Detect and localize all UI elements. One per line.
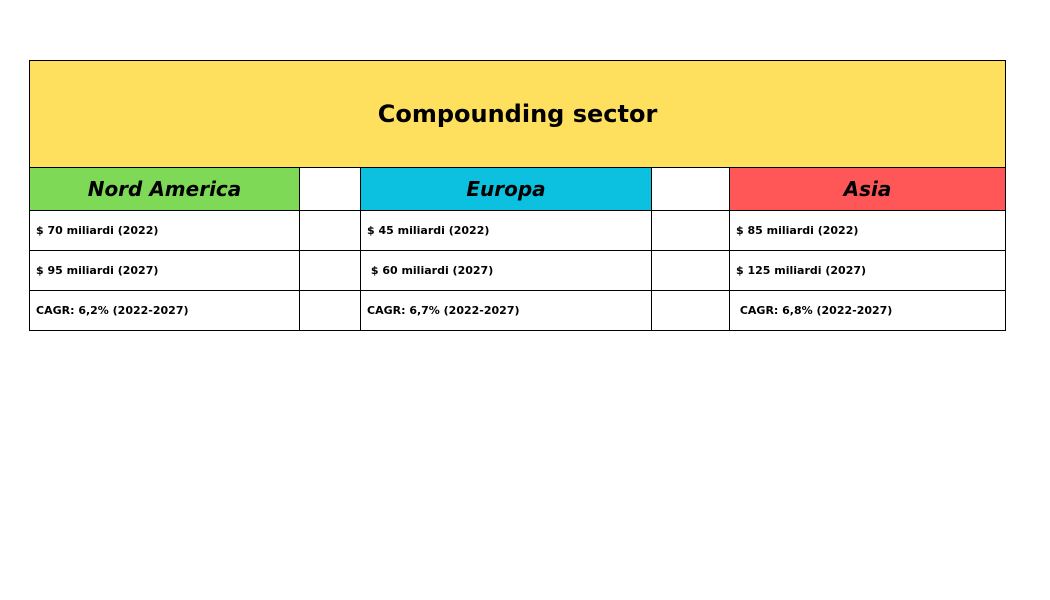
- europa-value-2027: $ 60 miliardi (2027): [361, 251, 652, 291]
- spacer-cell: [652, 168, 730, 211]
- asia-cagr: CAGR: 6,8% (2022-2027): [730, 291, 1006, 331]
- table-row: [30, 291, 1006, 331]
- nord-america-cagr: CAGR: 6,2% (2022-2027): [30, 291, 300, 331]
- spacer-cell: [652, 291, 730, 331]
- region-header-nord-america: Nord America: [30, 168, 300, 211]
- spacer-cell: [300, 211, 361, 251]
- asia-value-2027: $ 125 miliardi (2027): [730, 251, 1006, 291]
- europa-cagr: CAGR: 6,7% (2022-2027): [361, 291, 652, 331]
- table-title: Compounding sector: [30, 61, 1006, 168]
- spacer-cell: [652, 211, 730, 251]
- spacer-cell: [300, 251, 361, 291]
- nord-america-value-2027: $ 95 miliardi (2027): [30, 251, 300, 291]
- asia-value-2022: $ 85 miliardi (2022): [730, 211, 1006, 251]
- nord-america-value-2022: $ 70 miliardi (2022): [30, 211, 300, 251]
- spacer-cell: [300, 168, 361, 211]
- table-row: [30, 251, 1006, 291]
- table-row: [30, 211, 1006, 251]
- compounding-sector-table: [29, 60, 1006, 331]
- spacer-cell: [652, 251, 730, 291]
- spacer-cell: [300, 291, 361, 331]
- region-header-europa: Europa: [361, 168, 652, 211]
- region-header-asia: Asia: [730, 168, 1006, 211]
- title-row: [30, 61, 1006, 168]
- europa-value-2022: $ 45 miliardi (2022): [361, 211, 652, 251]
- region-header-row: [30, 168, 1006, 211]
